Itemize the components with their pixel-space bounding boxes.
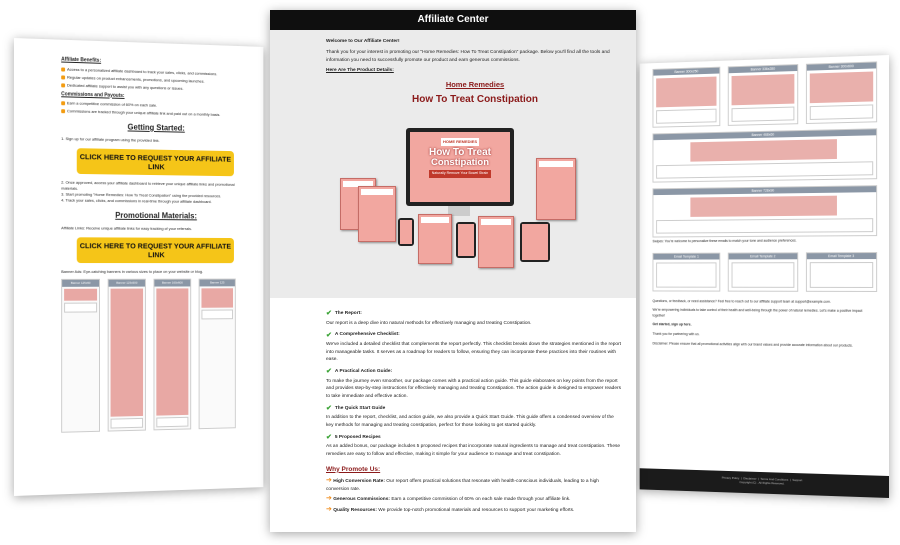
bullet-icon	[61, 101, 65, 105]
email-template-card: Email Template 2	[728, 252, 798, 291]
banner-code-box[interactable]	[656, 109, 717, 124]
arrow-icon: ➔	[326, 477, 332, 485]
banner-code-box[interactable]	[732, 107, 794, 122]
swipe-intro: Swipes: You're welcome to personalize these emails to match your tone and audience preferences.	[652, 238, 797, 244]
list-item: ➔ Quality Resources: We provide top-notch promotional materials and resources to support your marketing efforts.	[326, 506, 575, 514]
step-4: 4. Track your sales, clicks, and commissions in real-time through your affiliate dashboard.	[61, 197, 212, 205]
banner-image	[690, 139, 837, 162]
banner-image	[64, 288, 97, 300]
banner-card-wide: Banner 728x90	[652, 185, 877, 237]
promo-heading: Promotional Materials:	[115, 210, 197, 221]
check-icon: ✔	[326, 405, 332, 413]
product-mockup	[326, 118, 624, 278]
email-template-card: Email Template 1	[652, 252, 720, 291]
request-affiliate-link-button[interactable]: CLICK HERE TO REQUEST YOUR AFFILIATE LINK	[77, 148, 234, 176]
affiliate-links-text: Affiliate Links: Receive unique affiliate links for easy tracking of your referrals.	[61, 225, 192, 232]
product-title-line2: How To Treat Constipation	[412, 94, 538, 106]
email-template-text[interactable]	[732, 262, 794, 288]
getting-started-heading: Getting Started:	[127, 122, 185, 133]
footer-link-terms[interactable]: Terms And Conditions	[760, 476, 789, 482]
list-item: ➔ High Conversion Rate: Our report offers practical solutions that resonate with health-conscious individuals, leading to a high conversion rate.	[326, 477, 599, 492]
phone-mockup	[456, 222, 476, 258]
benefits-heading: Affiliate Benefits:	[61, 56, 102, 64]
mission-text: We're empowering individuals to take control of their health and well-being through the power of natural remedies. Let's make a positive impact together!	[652, 307, 863, 318]
content-body	[270, 298, 636, 515]
ebook-cover	[358, 186, 396, 242]
banner-grid	[640, 55, 889, 128]
banner-card: Banner 300x600	[806, 61, 878, 124]
list-item: Commissions are tracked through your unique affiliate link and paid out on a monthly basis.	[61, 108, 248, 118]
contact-text: Questions, or feedback, or need assistance? Feel free to reach out to our affiliate support team at support@example.com.	[652, 298, 831, 304]
thanks-text: Thank you for partnering with us.	[652, 331, 700, 337]
bullet-icon	[61, 109, 65, 113]
footer-link-disclaimer[interactable]: Disclaimer	[743, 476, 757, 481]
banner-card-wide: Banner 468x60	[652, 128, 877, 182]
details-heading: Here Are The Product Details:	[326, 68, 394, 74]
product-cover: HOME REMEDIES How To Treat Constipation Naturally Remove Your Bowel Strain	[410, 132, 510, 202]
list-item: Regular updates on product enhancements, promotions, and upcoming launches.	[61, 74, 248, 85]
center-page	[270, 10, 636, 532]
banner-card: Banner 125x60	[61, 279, 100, 432]
banner-code-box[interactable]	[809, 104, 873, 120]
bullet-icon	[61, 83, 65, 87]
banner-image	[111, 288, 143, 416]
list-item: Earn a competitive commission of 60% on each sale.	[61, 100, 248, 111]
email-templates	[640, 246, 889, 292]
disclaimer-text: Disclaimer: Please ensure that all promotional activities align with our brand values and provide accurate information about our products.	[652, 341, 853, 348]
phone-mockup	[398, 218, 414, 246]
list-item: Access to a personalized affiliate dashboard to track your sales, clicks, and commissions.	[61, 66, 248, 78]
step-1: 1. Sign up for our affiliate program using the provided link.	[61, 135, 160, 143]
check-icon: ✔	[326, 434, 332, 442]
footer-link-privacy[interactable]: Privacy Policy	[721, 475, 740, 481]
banner-card: Banner 125x500	[108, 279, 146, 431]
banner-image	[809, 72, 873, 104]
page-title: Affiliate Center	[270, 10, 636, 30]
banner-image	[656, 77, 717, 108]
ebook-cover	[418, 214, 452, 264]
check-icon: ✔	[326, 331, 332, 339]
banner-image	[156, 288, 188, 415]
banner-card: Banner 125	[199, 279, 236, 429]
banner-card: Banner 160x600	[153, 279, 191, 430]
hero-section	[270, 30, 636, 298]
banner-code-box[interactable]	[156, 416, 188, 427]
banner-card: Banner 300x250	[652, 67, 720, 128]
banner-image	[690, 196, 837, 217]
commissions-heading: Commissions and Payouts:	[61, 90, 125, 99]
check-icon: ✔	[326, 368, 332, 376]
section: ✔ The Report: Our report is a deep dive into natural methods for effectively managing and treating Constipation.	[326, 310, 532, 326]
arrow-icon: ➔	[326, 506, 332, 514]
banner-row	[61, 279, 248, 433]
banner-card: Banner 336x280	[728, 64, 798, 126]
tablet-mockup	[520, 222, 550, 262]
section: ✔ The Quick Start Guide In addition to the report, checklist, and action guide, we also provide a Quick Start Guide. This guide offers a condensed overview of the key methods for managing and treating constipation, perfect for those looking to get started quickly.	[326, 405, 614, 429]
banner-code-box[interactable]	[64, 302, 97, 312]
intro-text: Thank you for your interest in promoting our "Home Remedies: How To Treat Constipation" package. Below you'll find all the tools and information you need to successfully promote our product and earn generous commissions.	[326, 50, 610, 63]
bullet-icon	[61, 67, 65, 71]
banner-image	[201, 288, 233, 308]
footer: Privacy Policy | Disclaimer | Terms And Conditions | Support Copyright (C) . All Rights Reserved.	[640, 468, 889, 498]
list-item: ➔ Generous Commissions: Earn a competitive commission of 60% on each sale made through your affiliate link.	[326, 495, 571, 503]
footer-link-support[interactable]: Support	[792, 477, 803, 483]
step-3: 3. Start promoting "Home Remedies: How To Treat Constipation" using the provided resources.	[61, 191, 222, 199]
arrow-icon: ➔	[326, 495, 332, 503]
check-icon: ✔	[326, 310, 332, 318]
bullet-icon	[61, 75, 65, 79]
email-template-card: Email Template 3	[806, 252, 878, 292]
left-page-preview	[14, 38, 263, 496]
banner-code-box[interactable]	[201, 309, 233, 319]
ebook-cover	[536, 158, 576, 220]
list-item: Dedicated affiliate support to assist you with any questions or issues.	[61, 82, 248, 93]
banner-code-box[interactable]	[111, 417, 143, 428]
section: ✔ A Practical Action Guide: To make the journey even smoother, our package comes with a practical action guide. This guide elaborates on key points from the report and provides step-by-step instructions for effectively managing and treating Constipation. The action guide is designed to empower readers to take immediate and effective action.	[326, 368, 622, 400]
ebook-cover	[478, 216, 514, 268]
banner-code-box[interactable]	[656, 161, 873, 178]
copyright: Copyright (C) . All Rights Reserved.	[739, 480, 785, 486]
get-started-text: Get started, sign up here.	[652, 322, 692, 327]
right-page-preview	[640, 55, 889, 498]
why-promote-heading: Why Promote Us:	[326, 465, 381, 473]
banner-image	[732, 74, 794, 105]
banner-ads-text: Banner Ads: Eye-catching banners in various sizes to place on your website or blog.	[61, 268, 204, 274]
product-title-line1: Home Remedies	[445, 79, 505, 89]
monitor-mockup	[406, 128, 514, 206]
email-template-text[interactable]	[809, 262, 873, 288]
section: ✔ A Comprehensive Checklist: We've included a detailed checklist that complements the report perfectly. This checklist breaks down the strategies mentioned in the report into manageable tasks. It serves as a roadmap for readers to follow, ensuring they can incorporate these practices into their routines with ease.	[326, 331, 622, 363]
step-2: 2. Once approved, access your affiliate dashboard to retrieve your unique affiliate links and promotional materials.	[61, 179, 235, 191]
welcome-heading: Welcome to Our Affiliate Center!	[326, 39, 400, 44]
banner-code-box[interactable]	[656, 218, 873, 233]
email-template-text[interactable]	[656, 262, 717, 287]
request-affiliate-link-button-2[interactable]: CLICK HERE TO REQUEST YOUR AFFILIATE LINK	[77, 237, 234, 263]
section: ✔ 5 Proposed Recipes As an added bonus, our package includes 5 proposed recipes that incorporate natural ingredients to manage and treat constipation. These remedies are easy to follow and effective, making it simple for your audience to manage and treat constipation.	[326, 434, 621, 458]
